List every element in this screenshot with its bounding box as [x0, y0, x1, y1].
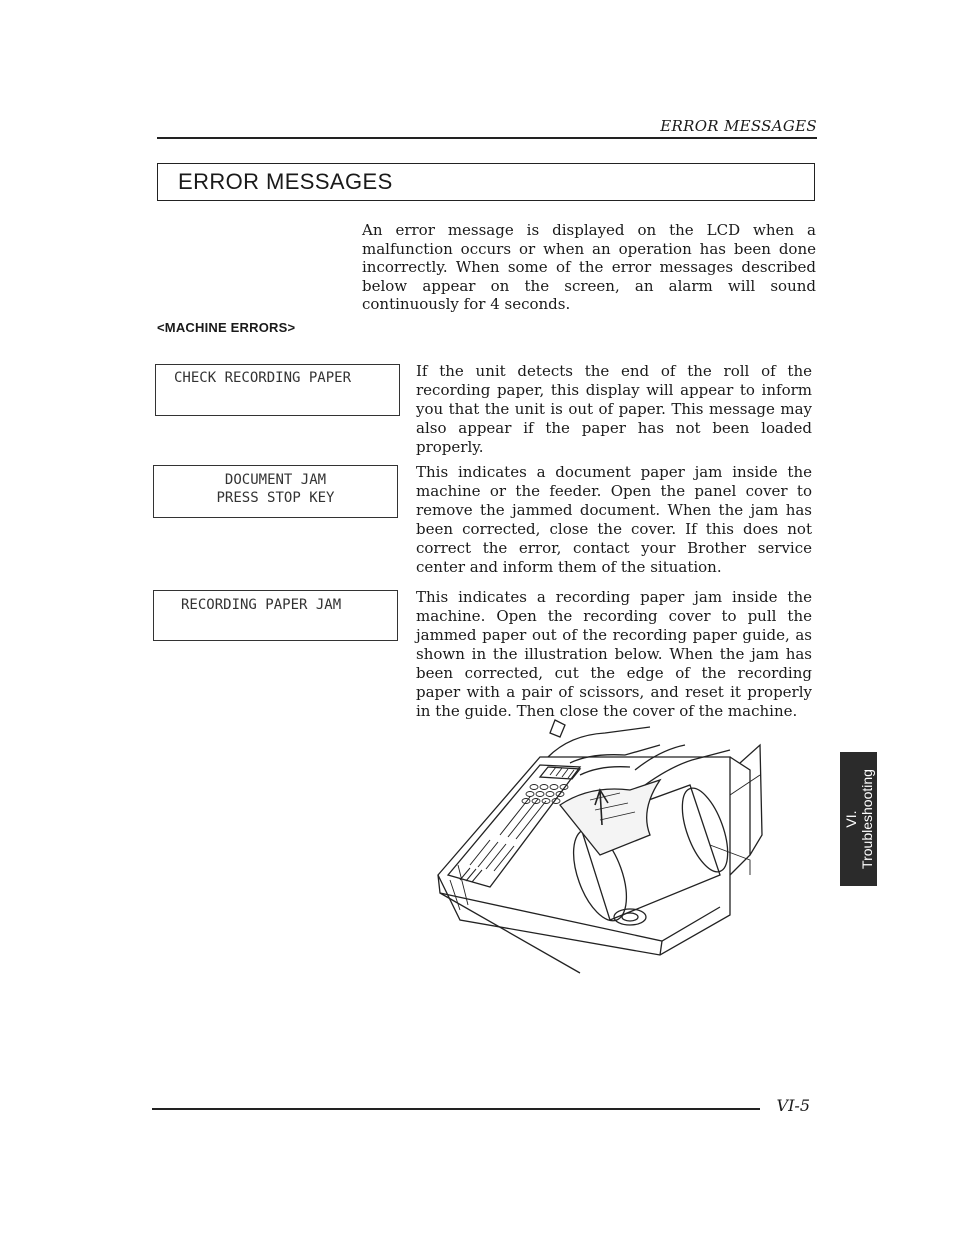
error-description: This indicates a document paper jam inside the machine or the feeder. Open the panel cover to remove the jammed document. When the jam has been corrected, close the cover. If this does not correct the error, contact your Brother service center and inform them of the situation.: [416, 463, 812, 576]
lcd-line: RECORDING PAPER JAM: [181, 597, 342, 613]
lcd-line: DOCUMENT JAM: [224, 472, 327, 488]
recording-paper-jam-illustration: [430, 715, 770, 980]
lcd-line: PRESS STOP KEY: [216, 490, 335, 506]
lcd-document-jam: [153, 465, 398, 518]
tab-label: VI. Troubleshooting: [842, 769, 875, 869]
machine-errors-heading: <MACHINE ERRORS>: [157, 320, 296, 335]
lcd-recording-paper-jam: [153, 590, 398, 641]
intro-paragraph: An error message is displayed on the LCD when a malfunction occurs or when an operation has been done incorrectly. When some of the error messages described below appear on the screen, an alarm will sound continuously for 4 seconds.: [362, 221, 816, 313]
lcd-check-recording-paper: [155, 364, 400, 416]
lcd-line: CHECK RECORDING PAPER: [174, 370, 352, 386]
footer-rule: [152, 1108, 760, 1110]
section-title-box: [157, 163, 815, 201]
error-description: If the unit detects the end of the roll of the recording paper, this display will appear to inform you that the unit is out of paper. This message may also appear if the paper has not been loaded properly.: [416, 362, 812, 456]
running-header: ERROR MESSAGES: [660, 117, 817, 135]
troubleshooting-tab: [840, 752, 877, 886]
section-title: ERROR MESSAGES: [178, 169, 393, 194]
header-rule: [157, 137, 817, 139]
page-number: VI-5: [776, 1096, 810, 1115]
error-description: This indicates a recording paper jam inside the machine. Open the recording cover to pull the jammed paper out of the recording paper guide, as shown in the illustration below. When the jam has been corrected, cut the edge of the recording paper with a pair of scissors, and reset it properly in the guide. Then close the cover of the machine.: [416, 588, 812, 720]
